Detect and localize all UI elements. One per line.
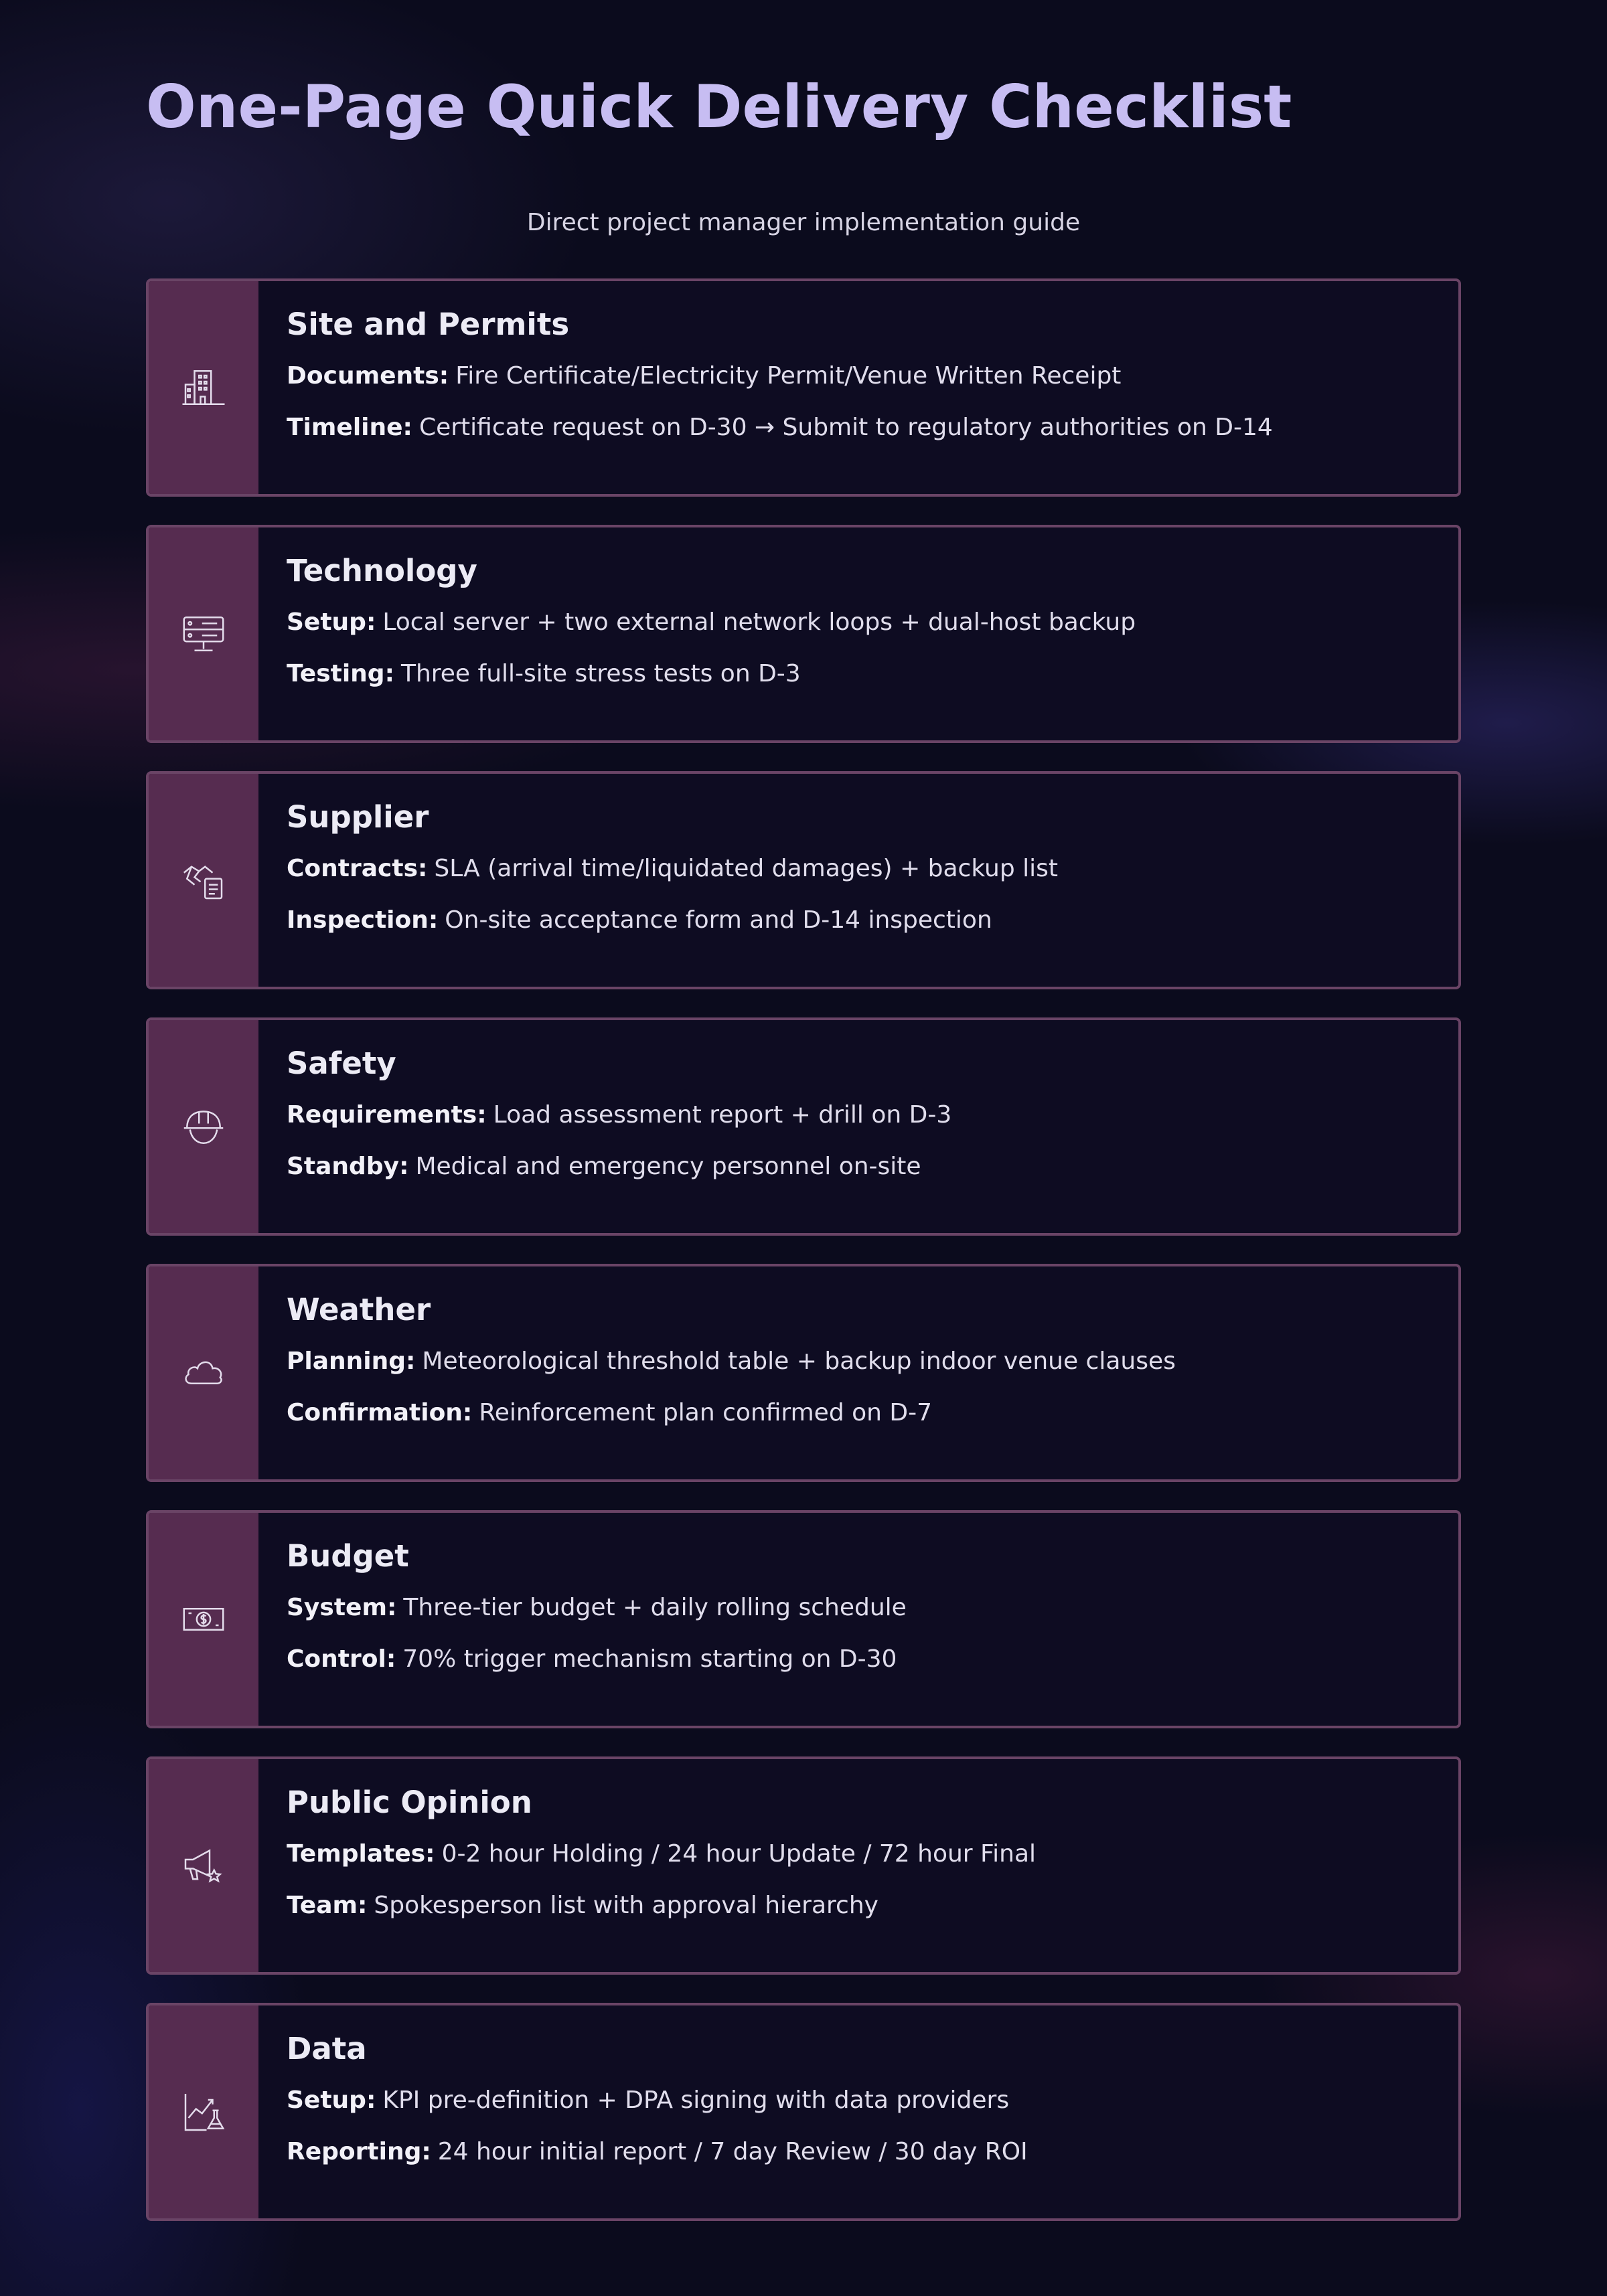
server-icon xyxy=(179,610,228,658)
card-item xyxy=(287,2138,1028,2165)
card-title: Public Opinion xyxy=(287,1785,532,1820)
money-bill-icon xyxy=(179,1595,228,1643)
card-item-label: Setup: xyxy=(287,2086,376,2114)
card-item xyxy=(287,855,1058,882)
card-icon-panel xyxy=(149,281,258,494)
card-item-text: On-site acceptance form and D-14 inspection xyxy=(445,906,992,934)
checklist-card-data xyxy=(146,2003,1461,2221)
card-title: Data xyxy=(287,2031,367,2066)
card-title: Weather xyxy=(287,1292,431,1327)
card-item-text: Load assessment report + drill on D-3 xyxy=(493,1101,952,1129)
card-item-text: Certificate request on D-30 → Submit to regulatory authorities on D-14 xyxy=(418,414,1273,441)
card-title: Budget xyxy=(287,1538,409,1574)
checklist-card-technology xyxy=(146,525,1461,743)
card-item xyxy=(287,906,1058,934)
card-item-label: Documents: xyxy=(287,362,449,390)
megaphone-star-icon xyxy=(179,1841,228,1890)
cloud-icon xyxy=(179,1349,228,1397)
card-item xyxy=(287,414,1273,441)
checklist-card-safety xyxy=(146,1017,1461,1236)
card-icon-panel xyxy=(149,1266,258,1479)
card-item-text: Medical and emergency personnel on-site xyxy=(415,1153,921,1180)
checklist xyxy=(146,278,1461,2249)
card-title: Site and Permits xyxy=(287,307,570,342)
card-item xyxy=(287,660,1136,687)
checklist-card-public-opinion xyxy=(146,1756,1461,1975)
card-item xyxy=(287,2086,1028,2114)
card-item-label: Planning: xyxy=(287,1347,416,1375)
chart-flask-icon xyxy=(179,2088,228,2136)
card-item-label: Control: xyxy=(287,1645,396,1673)
card-title: Safety xyxy=(287,1046,396,1081)
card-item-label: Inspection: xyxy=(287,906,439,934)
card-icon-panel xyxy=(149,1513,258,1726)
card-item-text: Three full-site stress tests on D-3 xyxy=(400,660,801,687)
card-icon-panel xyxy=(149,1759,258,1972)
building-icon xyxy=(179,363,228,412)
card-item-text: 24 hour initial report / 7 day Review / 30 day ROI xyxy=(437,2138,1028,2165)
handshake-contract-icon xyxy=(179,856,228,904)
card-item-label: Templates: xyxy=(287,1840,435,1868)
checklist-card-budget xyxy=(146,1510,1461,1728)
checklist-card-site-permits xyxy=(146,278,1461,497)
card-item xyxy=(287,1840,1036,1868)
card-item-text: Local server + two external network loops + dual-host backup xyxy=(382,608,1136,636)
card-item xyxy=(287,1892,1036,1919)
card-title: Supplier xyxy=(287,799,429,835)
card-item-text: KPI pre-definition + DPA signing with data providers xyxy=(382,2086,1010,2114)
card-icon-panel xyxy=(149,1020,258,1233)
card-item-label: Team: xyxy=(287,1892,368,1919)
checklist-card-supplier xyxy=(146,771,1461,989)
card-icon-panel xyxy=(149,2005,258,2218)
card-item-text: Meteorological threshold table + backup indoor venue clauses xyxy=(422,1347,1176,1375)
card-item-label: Requirements: xyxy=(287,1101,487,1129)
card-title: Technology xyxy=(287,553,477,588)
page-title: One-Page Quick Delivery Checklist xyxy=(146,72,1292,141)
card-item xyxy=(287,608,1136,636)
card-item xyxy=(287,1645,907,1673)
checklist-card-weather xyxy=(146,1264,1461,1482)
page-subtitle: Direct project manager implementation guide xyxy=(526,209,1081,236)
card-item-text: Spokesperson list with approval hierarchy xyxy=(374,1892,878,1919)
hard-hat-icon xyxy=(179,1102,228,1151)
card-item-text: 70% trigger mechanism starting on D-30 xyxy=(402,1645,897,1673)
card-item-text: SLA (arrival time/liquidated damages) + backup list xyxy=(434,855,1059,882)
card-item xyxy=(287,362,1273,390)
card-item-text: Three-tier budget + daily rolling schedule xyxy=(403,1594,907,1621)
card-item-label: Confirmation: xyxy=(287,1399,473,1426)
card-item-text: Reinforcement plan confirmed on D-7 xyxy=(479,1399,933,1426)
card-item xyxy=(287,1101,951,1129)
card-item xyxy=(287,1153,951,1180)
card-item-label: Setup: xyxy=(287,608,376,636)
card-item xyxy=(287,1399,1176,1426)
card-item-label: Testing: xyxy=(287,660,394,687)
card-item xyxy=(287,1347,1176,1375)
card-item-label: Contracts: xyxy=(287,855,428,882)
card-item xyxy=(287,1594,907,1621)
card-item-label: Reporting: xyxy=(287,2138,431,2165)
card-item-label: Timeline: xyxy=(287,414,412,441)
card-item-label: Standby: xyxy=(287,1153,409,1180)
card-item-text: Fire Certificate/Electricity Permit/Venue Written Receipt xyxy=(455,362,1122,390)
card-icon-panel xyxy=(149,774,258,987)
card-item-label: System: xyxy=(287,1594,397,1621)
card-icon-panel xyxy=(149,527,258,740)
card-item-text: 0-2 hour Holding / 24 hour Update / 72 hour Final xyxy=(441,1840,1037,1868)
